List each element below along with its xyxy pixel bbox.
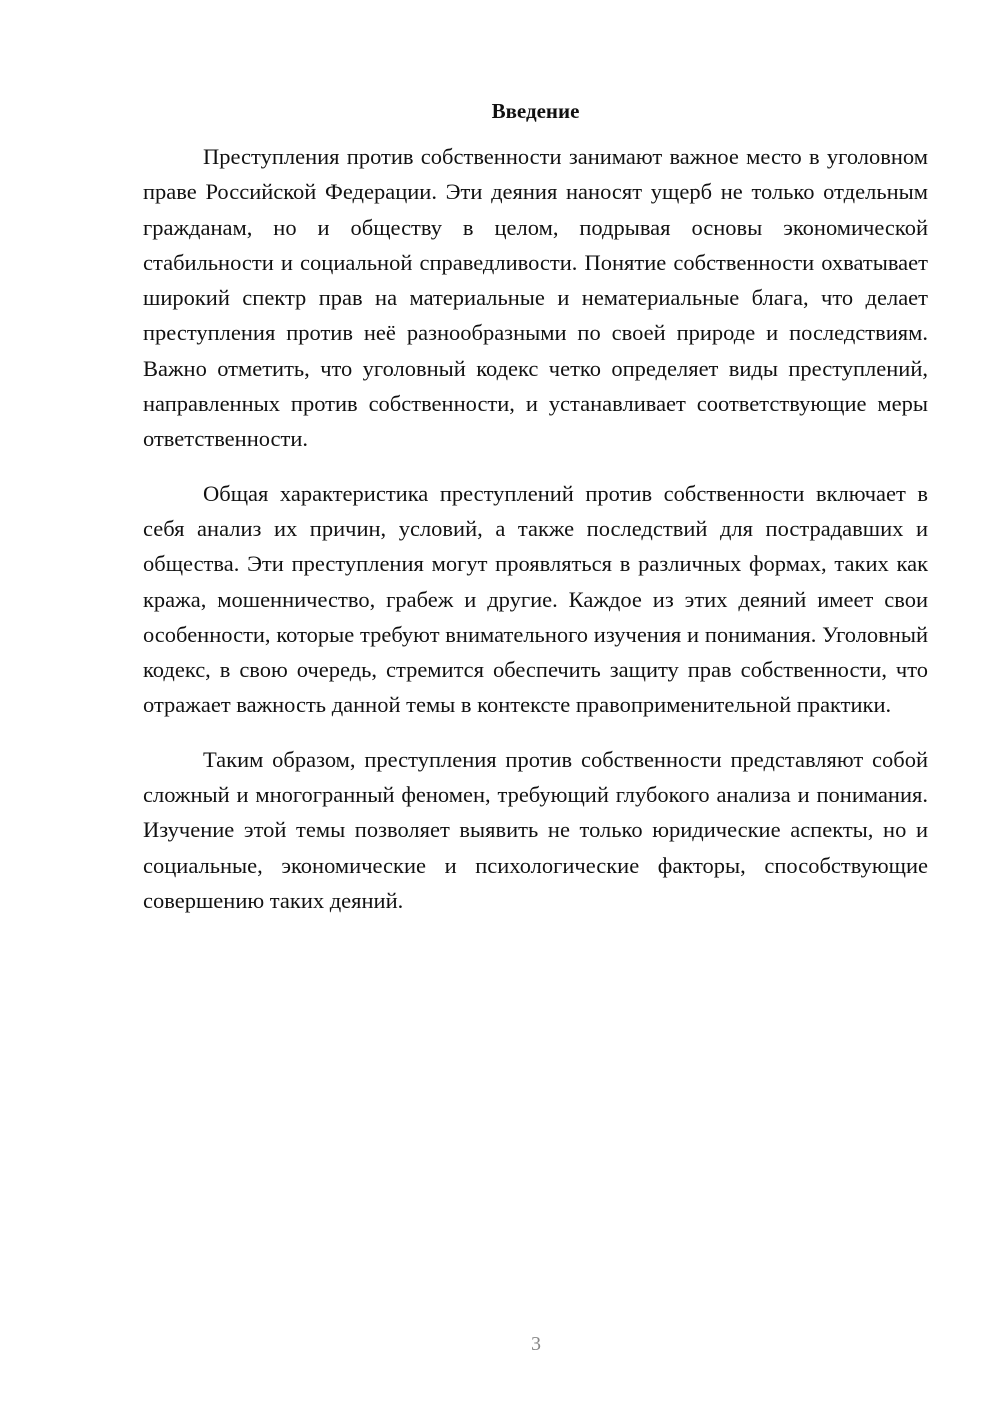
paragraph-3: Таким образом, преступления против собственности представляют собой сложный и многогранный феномен, требующий глубокого анализа и понимания. Изучение этой темы позволяет выявить не только юридические аспекты, но и социальные, экономические и психологические факторы, способствующие совершению таких деяний. [143,746,928,913]
page-content [143,96,928,918]
paragraph-2: Общая характеристика преступлений против собственности включает в себя анализ их причин, условий, а также последствий для пострадавших и общества. Эти преступления могут проявляться в различных формах, таких как кража, мошенничество, грабеж и другие. Каждое из этих деяний имеет свои особенности, которые требуют внимательного изучения и понимания. Уголовный кодекс, в свою очередь, стремится обеспечить защиту прав собственности, что отражает важность данной темы в контексте правоприменительной практики. [143,480,928,718]
section-heading: Введение [491,99,580,123]
paragraph-1: Преступления против собственности занимают важное место в уголовном праве Российской Федерации. Эти деяния наносят ущерб не только отдельным гражданам, но и обществу в целом, подрывая основы экономической стабильности и социальной справедливости. Понятие собственности охватывает широкий спектр прав на материальные и нематериальные блага, что делает преступления против неё разнообразными по своей природе и последствиям. Важно отметить, что уголовный кодекс четко определяет виды преступлений, направленных против собственности, и устанавливает соответствующие меры ответственности. [143,144,928,452]
page-number: 3 [531,1333,541,1355]
